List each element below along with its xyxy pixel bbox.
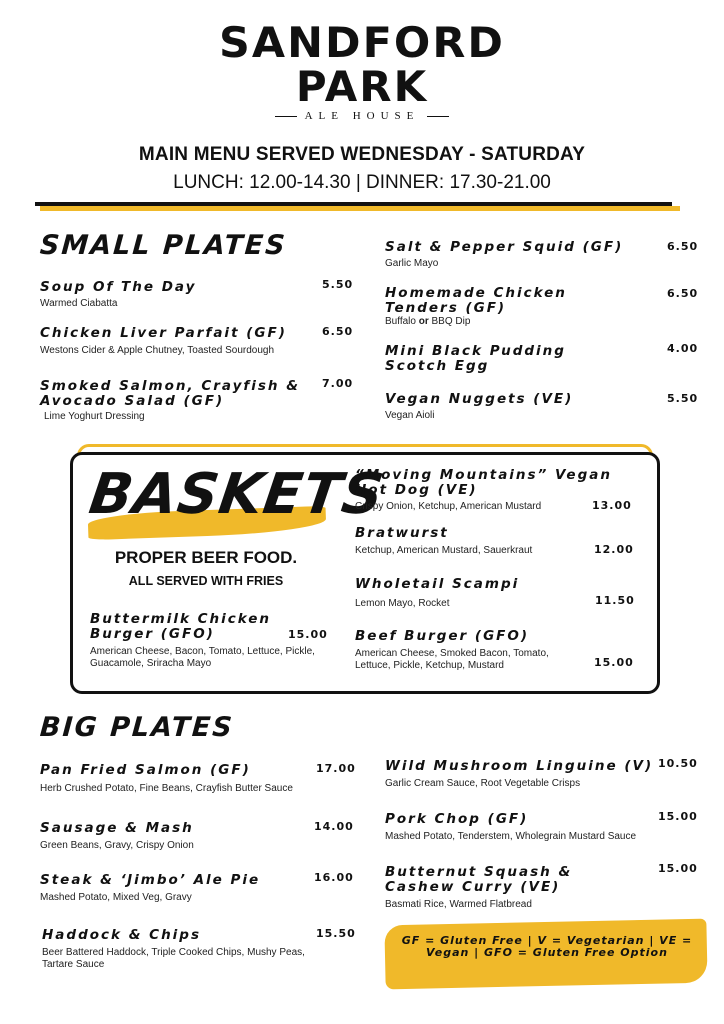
menu-item-name: Steak & ‘Jimbo’ Ale Pie [40,872,261,888]
menu-item-desc [385,315,470,329]
menu-item-name: Soup Of The Day [40,279,197,295]
menu-item-price: 11.50 [595,594,635,607]
menu-item-name: Vegan Nuggets (VE) [385,391,574,407]
menu-served-days: MAIN MENU SERVED WEDNESDAY - SATURDAY [138,144,586,165]
menu-item-desc: Westons Cider & Apple Chutney, Toasted Sourdough [40,345,275,356]
menu-item-price: 5.50 [667,392,699,405]
menu-item-price: 14.00 [314,820,354,833]
menu-item-name: Wild Mushroom Linguine (V) [385,758,654,774]
menu-item-name: “Moving Mountains” Vegan Hot Dog (VE) [355,467,612,498]
brand-subtitle-text: ALE HOUSE [304,110,420,122]
menu-item-name: Butternut Squash & Cashew Curry (VE) [385,864,573,895]
menu-item-price: 6.50 [322,325,354,338]
section-title-big-plates: BIG PLATES [38,712,235,743]
menu-item-name: Buttermilk Chicken Burger (GFO) [90,611,272,642]
menu-item-desc: Lemon Mayo, Rocket [355,598,450,609]
menu-item-name: Chicken Liver Parfait (GF) [40,325,287,341]
menu-item-price: 17.00 [316,762,356,775]
menu-item-desc: Beer Battered Haddock, Triple Cooked Chips, Mushy Peas, Tartare Sauce [42,947,305,970]
baskets-tagline: PROPER BEER FOOD. [114,548,298,567]
menu-item-desc: Garlic Cream Sauce, Root Vegetable Crisps [385,778,581,789]
section-title-small-plates: SMALL PLATES [38,230,288,261]
brand-subtitle [0,110,724,122]
menu-item-desc: Vegan Aioli [385,410,435,421]
menu-item-name: Salt & Pepper Squid (GF) [385,239,624,255]
divider [427,116,449,117]
menu-item-desc: Ketchup, American Mustard, Sauerkraut [355,545,533,556]
menu-item-price: 6.50 [667,240,699,253]
menu-item-name: Pork Chop (GF) [385,811,529,827]
menu-item-desc: Lime Yoghurt Dressing [44,411,145,422]
menu-item-price: 15.00 [658,862,698,875]
menu-item-name: Sausage & Mash [40,820,194,836]
menu-item-desc-part: BBQ Dip [428,316,471,327]
menu-item-desc: Crispy Onion, Ketchup, American Mustard [355,501,542,512]
baskets-subtagline: ALL SERVED WITH FRIES [128,574,284,588]
header-rule-accent [40,206,680,211]
menu-item-price: 15.00 [658,810,698,823]
menu-item-price: 5.50 [322,278,354,291]
menu-item-price: 13.00 [592,499,632,512]
menu-item-price: 15.00 [594,656,634,669]
brand-name-line2: PARK [295,62,429,111]
menu-item-desc: Garlic Mayo [385,258,439,269]
menu-item-desc: Green Beans, Gravy, Crispy Onion [40,840,194,851]
menu-item-desc-part: Buffalo [385,316,419,327]
menu-item-name: Bratwurst [355,525,449,541]
menu-item-price: 6.50 [667,287,699,300]
menu-item-price: 7.00 [322,377,354,390]
section-title-baskets: BASKETS [85,462,389,527]
menu-item-price: 12.00 [594,543,634,556]
menu-item-desc: American Cheese, Bacon, Tomato, Lettuce, Pickle, Guacamole, Sriracha Mayo [90,646,315,669]
menu-item-price: 15.50 [316,927,356,940]
header-rule [35,202,672,206]
menu-service-times: LUNCH: 12.00-14.30 | DINNER: 17.30-21.00 [173,172,551,193]
menu-item-name: Haddock & Chips [42,927,202,943]
dietary-legend: GF = Gluten Free | V = Vegetarian | VE = Vegan | GFO = Gluten Free Option [401,934,693,959]
menu-item-desc: American Cheese, Smoked Bacon, Tomato, Lettuce, Pickle, Ketchup, Mustard [355,648,549,671]
menu-item-desc: Basmati Rice, Warmed Flatbread [385,899,532,910]
menu-item-name: Wholetail Scampi [355,576,520,592]
menu-item-desc-part: or [418,316,429,327]
menu-item-price: 15.00 [288,628,328,641]
brand-name-line1: SANDFORD [219,18,505,67]
menu-item-name: Smoked Salmon, Crayfish & Avocado Salad (GF) [40,378,301,409]
menu-item-name: Homemade Chicken Tenders (GF) [385,285,567,316]
menu-item-price: 10.50 [658,757,698,770]
menu-item-desc: Herb Crushed Potato, Fine Beans, Crayfish Butter Sauce [40,783,293,794]
menu-item-price: 16.00 [314,871,354,884]
divider [275,116,297,117]
menu-item-desc: Mashed Potato, Tenderstem, Wholegrain Mustard Sauce [385,831,637,842]
menu-item-price: 4.00 [667,342,699,355]
menu-item-name: Pan Fried Salmon (GF) [40,762,251,778]
menu-item-name: Beef Burger (GFO) [355,628,530,644]
menu-item-desc: Mashed Potato, Mixed Veg, Gravy [40,892,192,903]
menu-item-name: Mini Black Pudding Scotch Egg [385,343,566,374]
menu-item-desc: Warmed Ciabatta [40,298,118,309]
